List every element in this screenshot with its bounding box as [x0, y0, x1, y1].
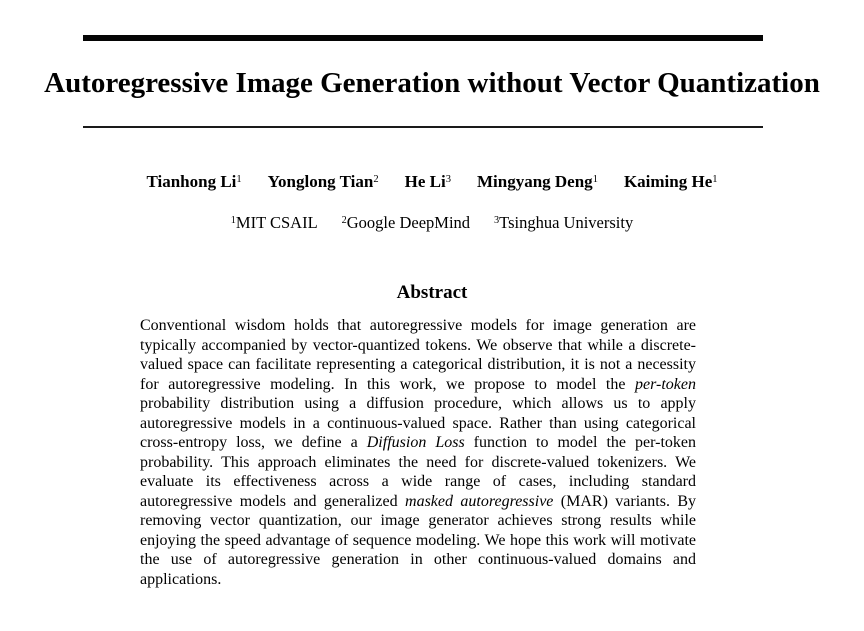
affiliation-superscript: 1 — [230, 214, 236, 226]
abstract-segment: probability distribution using a diffusion procedure, which allows us to apply autoregressive models in a continuous-valued space. Rather than using categorical cross-entropy loss, we define a — [140, 395, 696, 451]
affiliation-superscript: 2 — [341, 214, 347, 226]
author-name: Tianhong Li$^1$ — [146, 172, 242, 191]
paper-page — [0, 35, 864, 631]
author-affiliation-superscript: 1 — [592, 173, 598, 185]
author-line — [0, 171, 864, 193]
abstract-italic-segment: Diffusion Loss — [366, 434, 465, 451]
author-name: Yonglong Tian$^2$ — [267, 172, 379, 191]
author-name: Kaiming He$^1$ — [623, 172, 718, 191]
abstract-segment: (MAR) variants. By removing vector quantization, our image generator achieves strong results while enjoying the speed advantage of sequence modeling. We hope this work will motivate the use of autoregressive generation in other continuous-valued domains and applications. — [140, 492, 697, 588]
author-name: Mingyang Deng$^1$ — [476, 172, 598, 191]
author-affiliation-superscript: 1 — [236, 173, 242, 185]
author-affiliation-superscript: 1 — [712, 173, 718, 185]
title-underline-rule — [83, 126, 763, 128]
author-affiliation-superscript: 3 — [445, 173, 451, 185]
author-name: He Li$^3$ — [404, 172, 451, 191]
affiliation: $^3$Tsinghua University — [494, 213, 634, 232]
affiliation: $^1$MIT CSAIL — [230, 213, 318, 232]
affiliation: $^2$Google DeepMind — [341, 213, 471, 232]
abstract-segment: Conventional wisdom holds that autoregressive models for image generation are typically accompanied by vector-quantized tokens. We observe that while a discrete-valued space can facilitate representing a categorical distribution, it is not a necessity for autoregressive modeling. In this work, we propose to model the — [140, 317, 696, 393]
abstract-heading: Abstract — [396, 282, 468, 303]
top-rule — [83, 35, 763, 41]
paper-title: Autoregressive Image Generation without Vector Quantization — [44, 67, 820, 99]
affiliation-line — [0, 212, 864, 233]
abstract-italic-segment: masked autoregressive — [405, 492, 554, 510]
author-affiliation-superscript: 2 — [373, 173, 379, 185]
abstract-italic-segment: per-token — [635, 375, 696, 393]
abstract-text — [140, 316, 696, 589]
abstract-segment: function to model the per-token probability. This approach eliminates the need for discrete-valued tokenizers. We evaluate its effectiveness across a wide range of cases, including standard autoregressive models and generalized — [140, 434, 696, 510]
affiliation-superscript: 3 — [494, 214, 500, 226]
